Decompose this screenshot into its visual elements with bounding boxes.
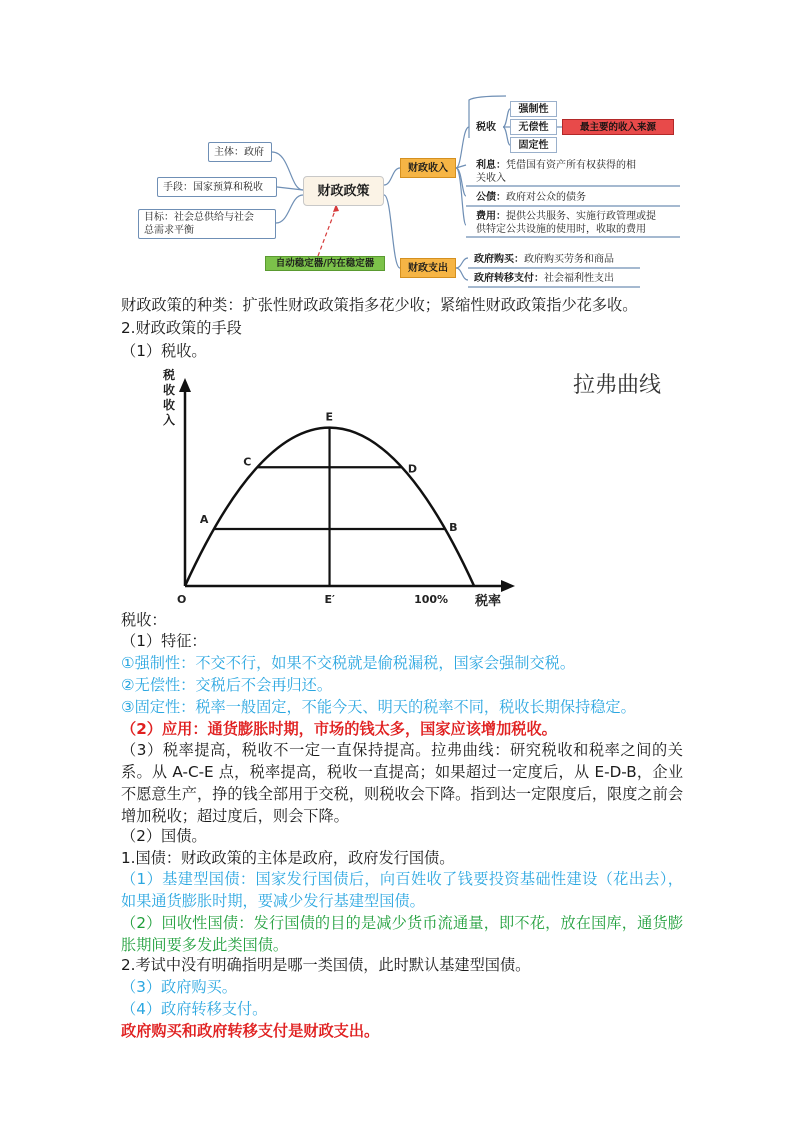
x-axis-label: 税率 xyxy=(475,594,502,609)
application: （2）应用：通货膨胀时期，市场的钱太多，国家应该增加税收。 xyxy=(121,720,557,738)
exam-note: 2.考试中没有明确指明是哪一类国债，此时默认基建型国债。 xyxy=(121,956,531,974)
mindmap-stabilizer: 自动稳定器/内在稳定器 xyxy=(265,256,385,271)
y-axis-label: 税收收入 xyxy=(163,368,176,427)
government-purchase: （3）政府购买。 xyxy=(121,978,237,996)
bond-definition: 1.国债：财政政策的主体是政府，政府发行国债。 xyxy=(121,849,455,867)
mindmap-trait-1: 强制性 xyxy=(510,101,557,117)
tax-heading: （1）税收。 xyxy=(121,342,207,360)
mindmap-goal: 目标：社会总供给与社会 总需求平衡 xyxy=(138,209,276,239)
point-b-label: B xyxy=(449,521,458,534)
mindmap-purchase: 政府购买：政府购买劳务和商品 xyxy=(474,254,614,265)
feature-1: ①强制性：不交不行，如果不交税就是偷税漏税，国家会强制交税。 xyxy=(121,654,576,672)
bond-recover: （2）回收性国债：发行国债的目的是减少货币流通量，即不花，放在国库，通货膨胀期间要多发此类国债。 xyxy=(121,914,683,954)
bond-heading: （2）国债。 xyxy=(121,827,207,845)
means-heading: 2.财政政策的手段 xyxy=(121,319,242,337)
mindmap-subject: 主体：政府 xyxy=(208,142,272,162)
x-tick-100: 100% xyxy=(414,593,449,606)
x-tick-eprime: E′ xyxy=(324,593,335,606)
transfer-payment: （4）政府转移支付。 xyxy=(121,1000,268,1018)
types-text: 财政政策的种类：扩张性财政政策指多花少收；紧缩性财政政策指少花多收。 xyxy=(121,296,638,314)
mindmap-expenditure: 财政支出 xyxy=(400,258,456,278)
chart-title: 拉弗曲线 xyxy=(573,373,662,398)
point-a-label: A xyxy=(199,513,209,526)
x-axis-arrow xyxy=(501,580,515,592)
mindmap-trait-2: 无偿性 xyxy=(510,119,557,135)
laffer-paragraph: （3）税率提高，税收不一定一直保持提高。拉弗曲线：研究税收和税率之间的关系。从 A-C-E 点，税率提高，税收一直提高；如果超过一定度后，从 E-D-B，企业不愿意生产，挣的钱全部用于交税，则税收会下降。指到达一定限度后，限度之前会增加税收；超过度后，则会下降。 xyxy=(121,741,683,825)
mindmap-revenue: 财政收入 xyxy=(400,158,456,178)
y-axis-arrow xyxy=(179,378,191,392)
mindmap-means: 手段：国家预算和税收 xyxy=(157,177,277,197)
feature-3: ③固定性：税率一般固定，不能今天、明天的税率不同，税收长期保持稳定。 xyxy=(121,698,636,716)
mindmap-trait-3: 固定性 xyxy=(510,137,557,153)
conclusion: 政府购买和政府转移支付是财政支出。 xyxy=(121,1022,380,1040)
laffer-chart xyxy=(163,362,683,610)
mindmap-transfer: 政府转移支付：社会福利性支出 xyxy=(474,273,614,284)
mindmap-tax: 税收 xyxy=(476,121,496,133)
point-e-label: E xyxy=(325,410,334,424)
point-c-label: C xyxy=(243,455,252,469)
mindmap-main-source: 最主要的收入来源 xyxy=(562,119,674,135)
point-d-label: D xyxy=(407,462,417,476)
mindmap-center: 财政政策 xyxy=(303,176,384,206)
mindmap-debt: 公债：政府对公众的债务 xyxy=(476,192,586,203)
origin-label: O xyxy=(177,593,187,606)
features-heading: （1）特征： xyxy=(121,632,207,650)
mindmap-interest: 利息：凭借国有资产所有权获得的相 关收入 xyxy=(476,160,636,184)
feature-2: ②无偿性：交税后不会再归还。 xyxy=(121,676,333,694)
tax-label: 税收： xyxy=(121,611,167,629)
laffer-svg xyxy=(163,362,683,610)
mindmap-connectors xyxy=(0,0,800,300)
bond-infra: （1）基建型国债：国家发行国债后，向百姓收了钱要投资基础性建设（花出去），如果通货膨胀时期，要减少发行基建型国债。 xyxy=(121,870,683,910)
mindmap-fee: 费用：提供公共服务、实施行政管理或提 供特定公共设施的使用时，收取的费用 xyxy=(476,211,656,235)
